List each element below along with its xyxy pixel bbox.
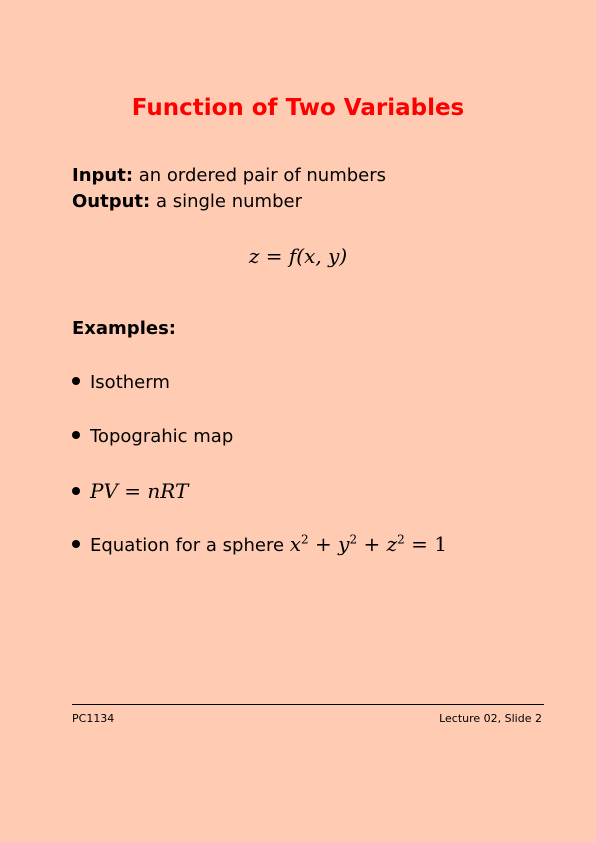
example-text: Equation for a sphere [90, 535, 285, 556]
bullet-icon [72, 540, 80, 548]
footer-divider [72, 704, 544, 705]
gas-law-equation [90, 479, 188, 503]
eq-z: z [248, 244, 260, 268]
eq-args: (x, y) [296, 244, 348, 268]
sphere-x: x [289, 532, 302, 556]
bullet-icon [72, 431, 80, 439]
bullet-icon [72, 487, 80, 495]
example-text: Isotherm [90, 372, 170, 393]
sphere-y: y [338, 532, 350, 556]
sphere-y-exp: 2 [349, 532, 358, 547]
input-line [72, 165, 386, 186]
example-item-sphere [72, 532, 447, 556]
input-label: Input: [72, 165, 134, 186]
output-text: a single number [155, 191, 302, 212]
sphere-z-exp: 2 [397, 532, 405, 547]
sphere-x-exp: 2 [301, 532, 309, 547]
example-item-gas-law [72, 479, 188, 503]
sphere-one: 1 [434, 532, 448, 556]
gas-law-lhs: PV [90, 479, 118, 503]
slide-title: Function of Two Variables [131, 95, 465, 121]
sphere-plus-1: + [308, 532, 339, 556]
gas-law-equals: = [117, 479, 148, 503]
output-line [72, 191, 302, 212]
example-text: Topograhic map [90, 426, 234, 447]
sphere-equation [290, 532, 447, 556]
example-item-topographic-map [72, 426, 233, 447]
input-text: an ordered pair of numbers [138, 165, 387, 186]
sphere-equals: = [404, 532, 435, 556]
example-item-isotherm [72, 372, 170, 393]
sphere-plus-2: + [357, 532, 387, 556]
sphere-z: z [386, 532, 398, 556]
bullet-icon [72, 377, 80, 385]
examples-heading: Examples: [72, 318, 176, 339]
function-equation [0, 244, 596, 268]
gas-law-rhs: nRT [147, 479, 189, 503]
eq-equals: = [259, 244, 289, 268]
eq-f: f [288, 244, 297, 268]
footer-course-code: PC1134 [72, 712, 115, 725]
output-label: Output: [72, 191, 151, 212]
footer-slide-number: Lecture 02, Slide 2 [439, 712, 542, 725]
